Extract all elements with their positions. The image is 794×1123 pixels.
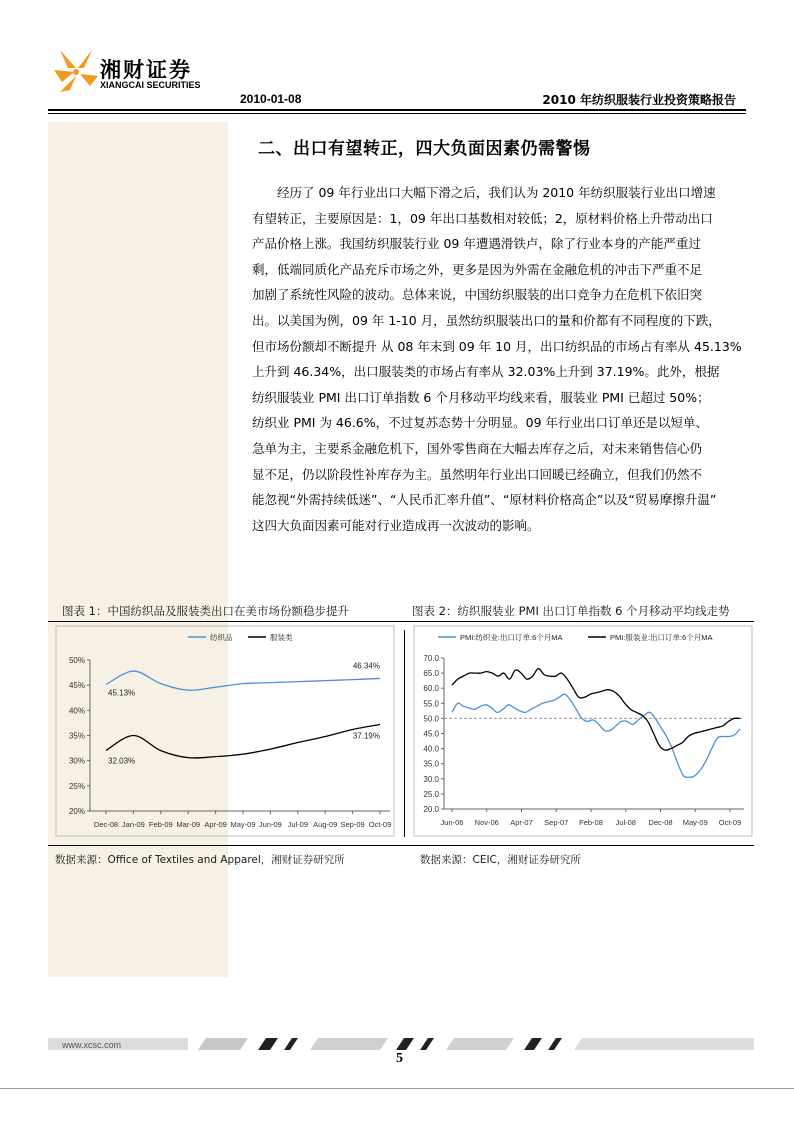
paragraph-line: 剩，低端同质化产品充斥市场之外，更多是因为外需在金融危机的冲击下严重不足 bbox=[252, 261, 703, 277]
paragraph-line: 纺织业 PMI 为 46.6%，不过复苏态势十分明显。09 年行业出口订单还是以短单、 bbox=[252, 415, 709, 431]
header-rule bbox=[48, 109, 746, 111]
y-tick-label: 60.0 bbox=[423, 684, 439, 694]
figure-2-source: 数据来源：CEIC，湘财证券研究所 bbox=[420, 854, 581, 866]
paragraph-line: 产品价格上涨。我国纺织服装行业 09 年遭遇滑铁卢，除了行业本身的产能严重过 bbox=[252, 236, 701, 252]
x-tick-label: Nov-06 bbox=[474, 818, 499, 827]
chart-pmi-export-orders bbox=[408, 624, 754, 840]
paragraph-line: 急单为主，主要系金融危机下，国外零售商在大幅去库存之后，对未来销售信心仍 bbox=[252, 440, 703, 456]
report-title: 2010 年纺织服装行业投资策略报告 bbox=[542, 93, 736, 107]
y-tick-label: 35% bbox=[68, 731, 85, 741]
paragraph-line: 有望转正，主要原因是：1，09 年出口基数相对较低；2，原材料价格上升带动出口 bbox=[252, 210, 713, 226]
y-tick-label: 65.0 bbox=[423, 669, 439, 679]
x-tick-label: Feb-09 bbox=[148, 820, 173, 829]
paragraph-line: 显不足，仍以阶段性补库存为主。虽然明年行业出口回暖已经确立，但我们仍然不 bbox=[252, 466, 703, 482]
body-paragraph bbox=[252, 180, 762, 538]
y-tick-label: 70.0 bbox=[423, 654, 439, 663]
legend-label-1: PMI:服装业:出口订单:6个月MA bbox=[610, 633, 713, 642]
figure-1-caption: 图表 1：中国纺织品及服装类出口在美市场份额稳步提升 bbox=[62, 604, 349, 618]
x-tick-label: May-09 bbox=[682, 818, 708, 827]
y-tick-label: 25.0 bbox=[423, 789, 439, 799]
paragraph-line: 上升到 46.34%，出口服装类的市场占有率从 32.03%上升到 37.19%。此外，根据 bbox=[252, 364, 720, 380]
x-tick-label: Jun-06 bbox=[440, 818, 464, 827]
y-tick-label: 35.0 bbox=[423, 759, 439, 769]
section-title: 二、出口有望转正，四大负面因素仍需警惕 bbox=[258, 139, 591, 159]
x-tick-label: Jul-08 bbox=[615, 818, 636, 827]
y-tick-label: 50% bbox=[68, 656, 85, 665]
x-tick-label: Mar-09 bbox=[176, 820, 201, 829]
x-tick-label: Sep-09 bbox=[340, 820, 365, 829]
chart-us-market-share bbox=[48, 624, 400, 840]
x-tick-label: Jan-09 bbox=[121, 820, 145, 829]
figure-top-rule bbox=[48, 621, 754, 622]
x-tick-label: Oct-09 bbox=[718, 818, 742, 827]
header-rule-thin bbox=[48, 113, 746, 114]
y-tick-label: 30.0 bbox=[423, 774, 439, 784]
x-tick-label: Feb-08 bbox=[579, 818, 603, 827]
legend-label-1: 服装类 bbox=[270, 633, 293, 642]
x-tick-label: May-09 bbox=[230, 820, 256, 829]
paragraph-line: 经历了 09 年行业出口大幅下滑之后，我们认为 2010 年纺织服装行业出口增速 bbox=[252, 185, 716, 200]
y-tick-label: 30% bbox=[68, 756, 85, 766]
figure-separator bbox=[404, 630, 405, 837]
y-tick-label: 55.0 bbox=[423, 699, 439, 709]
paragraph-line: 出。以美国为例，09 年 1-10 月，虽然纺织服装出口的量和价都有不同程度的下跌， bbox=[252, 312, 721, 328]
x-tick-label: Sep-07 bbox=[544, 818, 569, 827]
y-tick-label: 50.0 bbox=[423, 714, 439, 724]
series-line-0 bbox=[106, 671, 380, 690]
data-label: 46.34% bbox=[352, 661, 380, 671]
y-tick-label: 20% bbox=[68, 807, 85, 816]
series-line-1 bbox=[452, 669, 740, 751]
series-line-0 bbox=[452, 694, 740, 777]
paragraph-line: 加剧了系统性风险的波动。总体来说，中国纺织服装的出口竞争力在危机下依旧突 bbox=[252, 287, 703, 303]
y-tick-label: 40.0 bbox=[423, 744, 439, 754]
x-tick-label: Aug-09 bbox=[313, 820, 338, 829]
x-tick-label: Jun-09 bbox=[258, 820, 282, 829]
paragraph-line: 能忽视“外需持续低迷”、“人民币汇率升值”、“原材料价格高企”以及“贸易摩擦升温” bbox=[252, 492, 717, 508]
y-tick-label: 25% bbox=[68, 781, 85, 791]
y-tick-label: 20.0 bbox=[423, 805, 439, 814]
y-tick-label: 45% bbox=[68, 681, 85, 691]
y-tick-label: 45.0 bbox=[423, 729, 439, 739]
paragraph-line: 这四大负面因素可能对行业造成再一次波动的影响。 bbox=[252, 517, 540, 533]
legend-label-0: 纺织品 bbox=[210, 633, 233, 642]
chart-frame bbox=[56, 626, 394, 836]
y-tick-label: 40% bbox=[68, 706, 85, 716]
brand-name-cn: 湘财证券 bbox=[100, 58, 192, 82]
paragraph-line: 但市场份额却不断提升 从 08 年末到 09 年 10 月，出口纺织品的市场占有率从 45.13% bbox=[252, 338, 742, 354]
x-tick-label: Jul-09 bbox=[287, 820, 309, 829]
side-panel bbox=[48, 122, 228, 977]
x-tick-label: Dec-08 bbox=[648, 818, 673, 827]
data-label: 37.19% bbox=[352, 731, 380, 741]
brand-name-en: XIANGCAI SECURITIES bbox=[100, 80, 201, 90]
xiangcai-logo-icon bbox=[52, 46, 100, 96]
data-label: 45.13% bbox=[108, 688, 136, 698]
footer-rule bbox=[0, 1088, 794, 1089]
figure-bottom-rule bbox=[48, 845, 754, 846]
x-tick-label: Dec-08 bbox=[93, 820, 119, 829]
page-number: 5 bbox=[396, 1051, 403, 1066]
legend-label-0: PMI:纺织业:出口订单:6个月MA bbox=[460, 633, 563, 642]
figure-1-source: 数据来源：Office of Textiles and Apparel，湘财证券研究所 bbox=[55, 854, 345, 866]
x-tick-label: Apr-09 bbox=[204, 820, 227, 829]
paragraph-line: 纺织服装业 PMI 出口订单指数 6 个月移动平均线来看，服装业 PMI 已超过 50%； bbox=[252, 389, 710, 405]
x-tick-label: Oct-09 bbox=[368, 820, 392, 829]
report-date: 2010-01-08 bbox=[240, 92, 302, 106]
series-line-1 bbox=[106, 724, 380, 758]
footer-url: www.xcsc.com bbox=[62, 1040, 122, 1050]
data-label: 32.03% bbox=[108, 756, 136, 766]
footer-stripe-bar bbox=[48, 1038, 754, 1050]
x-tick-label: Apr-07 bbox=[510, 818, 533, 827]
figure-2-caption: 图表 2：纺织服装业 PMI 出口订单指数 6 个月移动平均线走势 bbox=[412, 604, 730, 618]
